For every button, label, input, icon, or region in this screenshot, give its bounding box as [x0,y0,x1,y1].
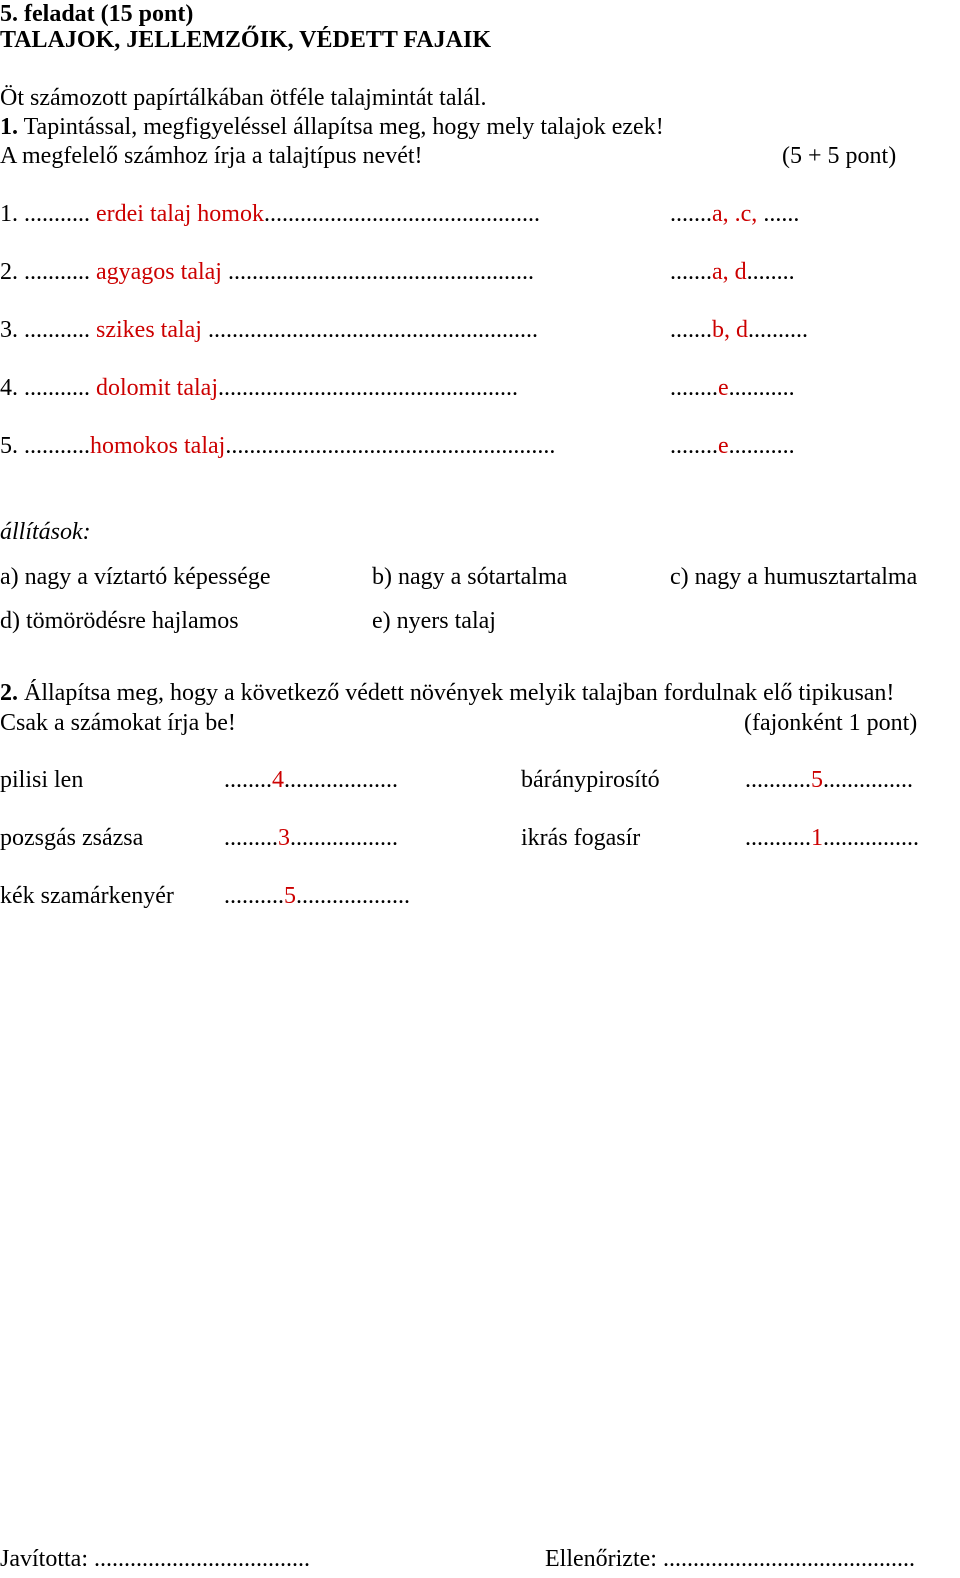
plant-name: báránypirosító [521,767,660,793]
question-1-text: Tapintással, megfigyeléssel állapítsa meg, hogy mely talajok ezek! [18,114,664,140]
soil-answer: e [718,375,729,401]
question-2 [0,679,894,707]
soil-row-1: 1. ........... erdei talaj homok.............................................. [0,201,540,227]
soil-name: agyagos talaj [90,259,222,285]
question-2-points: (fajonként 1 pont) [744,710,918,736]
plant-name: pozsgás zsázsa [0,825,144,851]
statement-a: a) nagy a víztartó képessége [0,564,271,590]
corrected-by: Javította: .................................... [0,1546,310,1572]
checked-by: Ellenőrizte: .......................................... [545,1546,915,1572]
question-2-number: 2. [0,680,18,706]
plant-answer: ...........5............... [745,767,913,793]
soil-row-3: 3. ........... szikes talaj ....................................................... [0,317,538,343]
soil-name: szikes talaj [90,317,202,343]
soil-row-5: 5. ...........homokos talaj....................................................... [0,433,556,459]
soil-answer: b, d [712,317,748,343]
plant-answer: .........3.................. [224,825,398,851]
plant-answer: ........4................... [224,767,398,793]
soil-name: homokos talaj [90,433,226,459]
statement-d: d) tömörödésre hajlamos [0,608,239,634]
statement-c: c) nagy a humusztartalma [670,564,918,590]
soil-answer: a, d [712,259,747,285]
statements-heading: állítások: [0,519,91,545]
statement-b: b) nagy a sótartalma [372,564,568,590]
soil-answer-1: .......a, .c, ...... [670,201,800,227]
soil-answer-2: .......a, d........ [670,259,795,285]
soil-name: dolomit talaj [90,375,218,401]
soil-row-4: 4. ........... dolomit talaj.................................................. [0,375,518,401]
plant-answer: ..........5................... [224,883,410,909]
task-title: TALAJOK, JELLEMZŐIK, VÉDETT FAJAIK [0,27,491,53]
question-2-text: Állapítsa meg, hogy a következő védett növények melyik talajban fordulnak elő tipikusan! [18,680,895,706]
soil-answer: e [718,433,729,459]
plant-name: ikrás fogasír [521,825,641,851]
soil-answer-4: ........e........... [670,375,795,401]
plant-answer: ...........1................ [745,825,919,851]
question-1 [0,113,664,141]
soil-row-2: 2. ........... agyagos talaj ................................................... [0,259,534,285]
soil-answer-3: .......b, d.......... [670,317,808,343]
plant-name: kék szamárkenyér [0,883,174,909]
question-1-line2: A megfelelő számhoz írja a talajtípus nevét! [0,143,423,169]
question-2-line2: Csak a számokat írja be! [0,710,236,736]
intro-text: Öt számozott papírtálkában ötféle talajmintát talál. [0,85,487,111]
soil-answer: a, .c, [712,201,758,227]
soil-name: erdei talaj homok [90,201,264,227]
question-1-points: (5 + 5 pont) [782,143,897,169]
statement-e: e) nyers talaj [372,608,496,634]
question-1-number: 1. [0,114,18,140]
plant-name: pilisi len [0,767,84,793]
task-number: 5. feladat (15 pont) [0,1,194,27]
soil-answer-5: ........e........... [670,433,795,459]
